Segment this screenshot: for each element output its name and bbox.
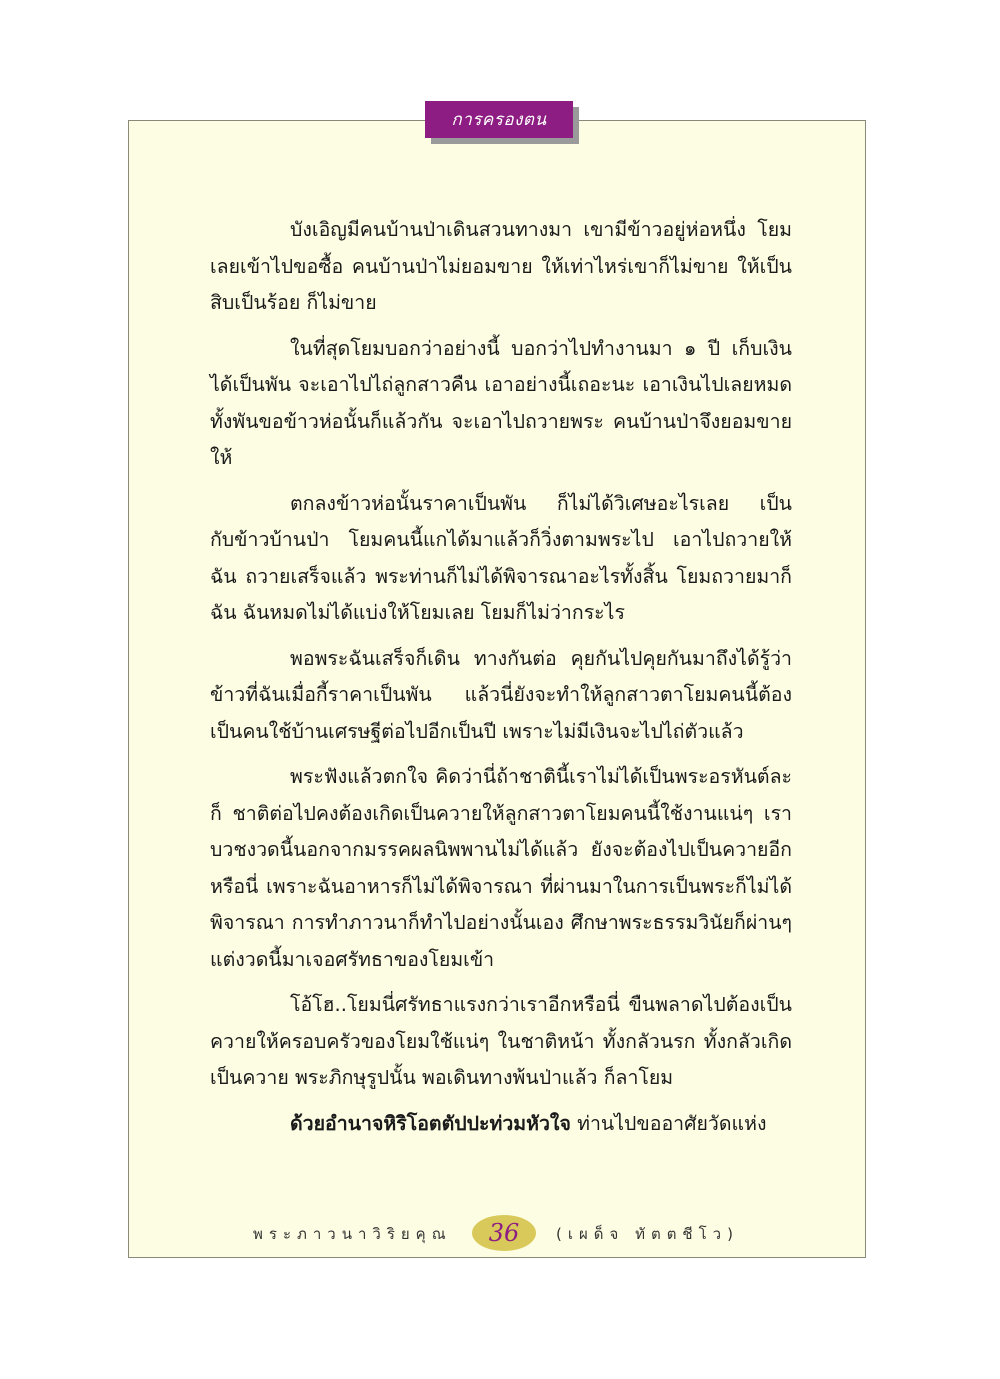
paragraph-4: พอพระฉันเสร็จก็เดิน ทางกันต่อ คุยกันไปคุยกันมาถึงได้รู้ว่าข้าวที่ฉันเมื่อกี้ราคาเป็นพัน แล้วนี่ยังจะทำให้ลูกสาวตาโยมคนนี้ต้องเป็นคนใช้บ้านเศรษฐีต่อไปอีกเป็นปี เพราะไม่มีเงินจะไปไถ่ตัวแล้ว <box>210 646 792 743</box>
page-number-badge <box>472 1215 536 1251</box>
chapter-title: การครองตน <box>451 110 547 130</box>
bold-phrase: ด้วยอำนาจหิริโอตตัปปะท่วมหัวใจ <box>290 1111 571 1135</box>
paragraph-6: โอ้โฮ..โยมนี่ศรัทธาแรงกว่าเราอีกหรือนี่ ขืนพลาดไปต้องเป็นควายให้ครอบครัวของโยมใช้แน่ๆ ในชาติหน้า ทั้งกลัวนรก ทั้งกลัวเกิดเป็นควาย พระภิกษุรูปนั้น พอเดินทางพ้นป่าแล้ว ก็ลาโยม <box>210 993 792 1089</box>
paragraph-2: ในที่สุดโยมบอกว่าอย่างนี้ บอกว่าไปทำงานมา ๑ ปี เก็บเงินได้เป็นพัน จะเอาไปไถ่ลูกสาวคืน เอาอย่างนี้เถอะนะ เอาเงินไปเลยหมดทั้งพันขอข้าวห่อนั้นก็แล้วกัน จะเอาไปถวายพระ คนบ้านป่าจึงยอมขายให้ <box>210 336 792 469</box>
footer-author: (เผด็จ ทัตตชีโว) <box>556 1225 739 1243</box>
page-footer <box>128 1212 866 1256</box>
paragraph-1: บังเอิญมีคนบ้านป่าเดินสวนทางมา เขามีข้าวอยู่ห่อหนึ่ง โยมเลยเข้าไปขอซื้อ คนบ้านป่าไม่ยอมขาย ให้เท่าไหร่เขาก็ไม่ขาย ให้เป็นสิบเป็นร้อย ก็ไม่ขาย <box>210 218 792 314</box>
paragraph-7-rest: ท่านไปขออาศัยวัดแห่ง <box>570 1111 767 1135</box>
paragraph-7 <box>210 1106 792 1143</box>
chapter-header-tab <box>425 101 573 138</box>
paragraph-3: ตกลงข้าวห่อนั้นราคาเป็นพัน ก็ไม่ได้วิเศษอะไรเลย เป็นกับข้าวบ้านป่า โยมคนนี้แกได้มาแล้วก็วิ่งตามพระไป เอาไปถวายให้ฉัน ถวายเสร็จแล้ว พระท่านก็ไม่ได้พิจารณาอะไรทั้งสิ้น โยมถวายมาก็ฉัน ฉันหมดไม่ได้แบ่งให้โยมเลย โยมก็ไม่ว่ากระไร <box>210 491 792 624</box>
page-number: 36 <box>488 1219 520 1247</box>
footer-book-title: พระภาวนาวิริยคุณ <box>253 1225 452 1243</box>
body-text <box>210 212 792 1151</box>
paragraph-5: พระฟังแล้วตกใจ คิดว่านี่ถ้าชาตินี้เราไม่ได้เป็นพระอรหันต์ละก็ ชาติต่อไปคงต้องเกิดเป็นควายให้ลูกสาวตาโยมคนนี้ใช้งานแน่ๆ เราบวชงวดนี้นอกจากมรรคผลนิพพานไม่ได้แล้ว ยังจะต้องไปเป็นควายอีกหรือนี่ เพราะฉันอาหารก็ไม่ได้พิจารณา ที่ผ่านมาในการเป็นพระก็ไม่ได้พิจารณา การทำภาวนาก็ทำไปอย่างนั้นเอง ศึกษาพระธรรมวินัยก็ผ่านๆ แต่งวดนี้มาเจอศรัทธาของโยมเข้า <box>210 765 792 971</box>
